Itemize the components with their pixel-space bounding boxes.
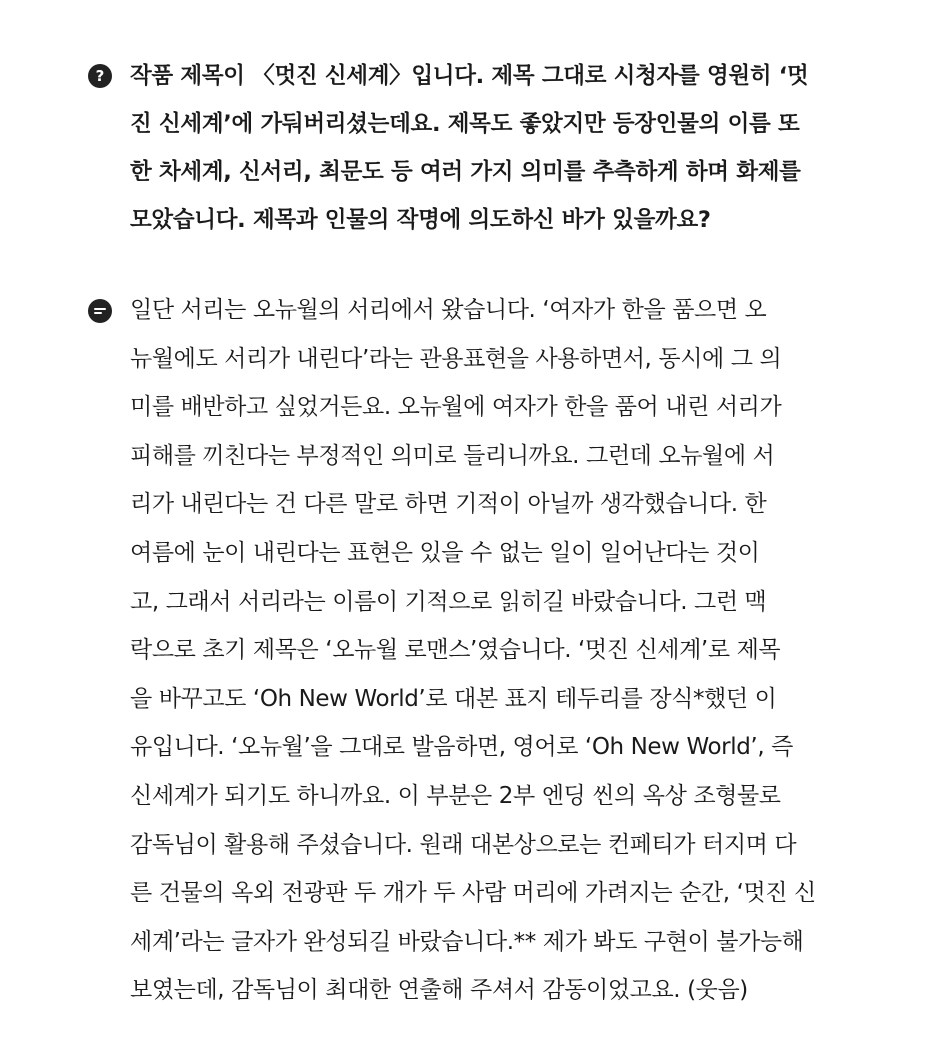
speech-bubble-icon	[88, 299, 112, 323]
answer-line: 락으로 초기 제목은 ‘오뉴월 로맨스’였습니다. ‘멋진 신세계’로 제목	[130, 637, 781, 664]
answer-line: 른 건물의 옥외 전광판 두 개가 두 사람 머리에 가려지는 순간, ‘멋진 신	[130, 880, 816, 907]
answer-line: 고, 그래서 서리라는 이름이 기적으로 읽히길 바랐습니다. 그런 맥	[130, 588, 767, 615]
question-line: 진 신세계’에 가둬버리셨는데요. 제목도 좋았지만 등장인물의 이름 또	[130, 111, 800, 137]
answer-line: 뉴월에도 서리가 내린다’라는 관용표현을 사용하면서, 동시에 그 의	[130, 345, 782, 372]
answer-line: 을 바꾸고도 ‘Oh New World’로 대본 표지 테두리를 장식*했던 이	[130, 685, 777, 712]
question-line: 한 차세계, 신서리, 최문도 등 여러 가지 의미를 추측하게 하며 화제를	[130, 159, 801, 185]
answer-line: 여름에 눈이 내린다는 표현은 있을 수 없는 일이 일어난다는 것이	[130, 539, 760, 566]
answer-line: 일단 서리는 오뉴월의 서리에서 왔습니다. ‘여자가 한을 품으면 오	[130, 297, 767, 323]
answer-line: 세계’라는 글자가 완성되길 바랐습니다.** 제가 봐도 구현이 불가능해	[130, 928, 804, 955]
answer-line: 감독님이 활용해 주셨습니다. 원래 대본상으로는 컨페티가 터지며 다	[130, 831, 797, 858]
answer-line: 피해를 끼친다는 부정적인 의미로 들리니까요. 그런데 오뉴월에 서	[130, 442, 775, 469]
question-line: 작품 제목이 〈멋진 신세계〉입니다. 제목 그대로 시청자를 영원히 ‘멋	[130, 63, 809, 89]
answer-line: 보였는데, 감독님이 최대한 연출해 주셔서 감동이었고요. (웃음)	[130, 977, 748, 1004]
speech-bubble-lines	[94, 306, 106, 316]
question-icon	[88, 64, 112, 88]
answer-text	[130, 286, 850, 1015]
question-icon-glyph: ?	[95, 67, 105, 85]
question-text	[130, 52, 850, 244]
answer-line: 신세계가 되기도 하니까요. 이 부분은 2부 엔딩 씬의 옥상 조형물로	[130, 782, 781, 809]
question-line: 모았습니다. 제목과 인물의 작명에 의도하신 바가 있을까요?	[130, 207, 711, 233]
answer-line: 유입니다. ‘오뉴월’을 그대로 발음하면, 영어로 ‘Oh New World’, 즉	[130, 734, 793, 761]
answer-line: 미를 배반하고 싶었거든요. 오뉴월에 여자가 한을 품어 내린 서리가	[130, 394, 782, 421]
answer-line: 리가 내린다는 건 다른 말로 하면 기적이 아닐까 생각했습니다. 한	[130, 491, 767, 518]
